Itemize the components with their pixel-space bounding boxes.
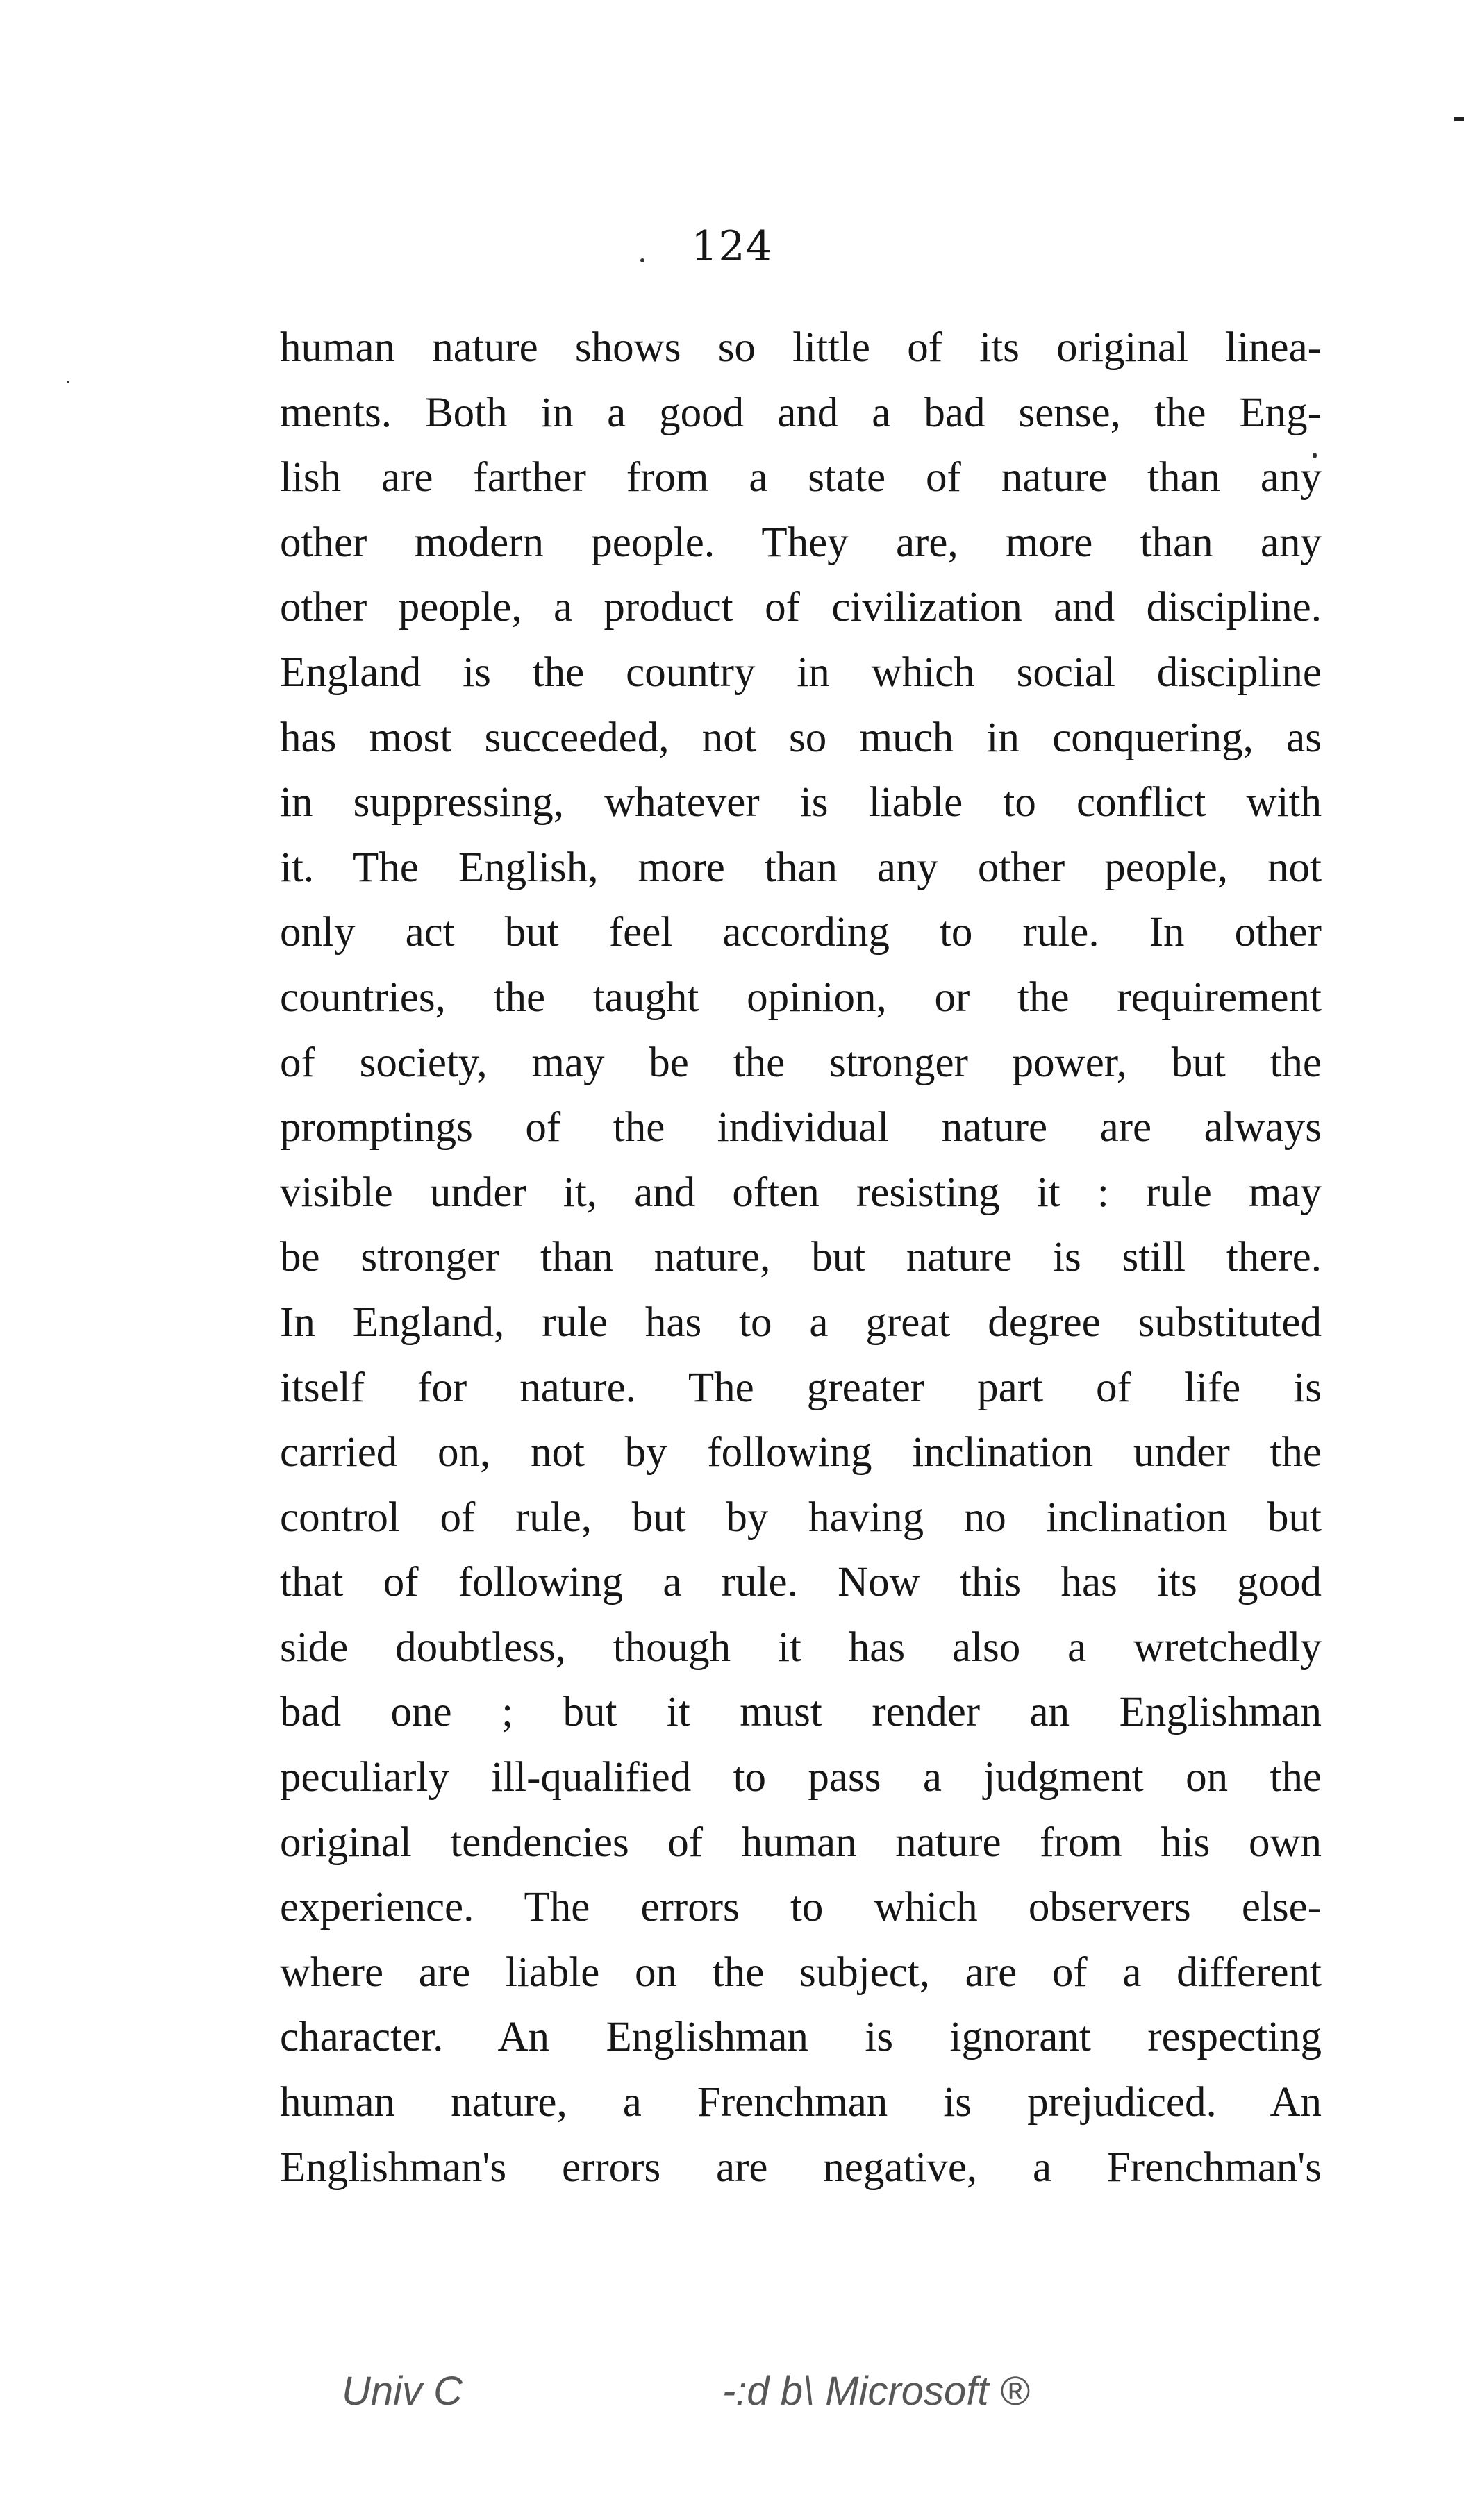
text-line: original tendencies of human nature from his own (280, 1819, 1322, 1866)
text-line: side doubtless, though it has also a wretchedly (280, 1624, 1322, 1671)
text-line: human nature, a Frenchman is prejudiced. An (280, 2079, 1322, 2126)
text-line: of society, may be the stronger power, but the (280, 1039, 1322, 1086)
text-line: other modern people. They are, more than any (280, 519, 1322, 566)
text-line: promptings of the individual nature are always (280, 1104, 1322, 1151)
text-line: human nature shows so little of its original linea- (280, 324, 1322, 371)
text-line: bad one ; but it must render an Englishman (280, 1689, 1322, 1736)
text-line: control of rule, but by having no inclination but (280, 1494, 1322, 1541)
text-line: has most succeeded, not so much in conquering, as (280, 714, 1322, 761)
text-line: that of following a rule. Now this has its good (280, 1559, 1322, 1606)
text-line: it. The English, more than any other people, not (280, 844, 1322, 891)
text-line: ments. Both in a good and a bad sense, the Eng- (280, 389, 1322, 436)
text-line: where are liable on the subject, are of a different (280, 1949, 1322, 1996)
text-line: In England, rule has to a great degree substituted (280, 1299, 1322, 1346)
text-line: experience. The errors to which observers else- (280, 1884, 1322, 1931)
text-line: character. An Englishman is ignorant respecting (280, 2014, 1322, 2061)
text-line: in suppressing, whatever is liable to conflict with (280, 779, 1322, 826)
text-line: other people, a product of civilization and discipline. (280, 584, 1322, 631)
text-line: only act but feel according to rule. In other (280, 909, 1322, 956)
text-line: visible under it, and often resisting it : rule may (280, 1169, 1322, 1216)
text-line: lish are farther from a state of nature than any (280, 454, 1322, 501)
text-line: itself for nature. The greater part of life is (280, 1364, 1322, 1411)
digitization-watermark (0, 2361, 1464, 2430)
text-line: be stronger than nature, but nature is still there. (280, 1234, 1322, 1281)
watermark-left: Univ C (342, 2369, 463, 2414)
text-line: peculiarly ill-qualified to pass a judgment on the (280, 1754, 1322, 1801)
body-text (280, 315, 1322, 2200)
text-line: Englishman's errors are negative, a Frenchman's (280, 2144, 1322, 2191)
text-line: carried on, not by following inclination under the (280, 1429, 1322, 1476)
text-line: England is the country in which social discipline (280, 649, 1322, 696)
text-line: countries, the taught opinion, or the requirement (280, 974, 1322, 1021)
scan-speck (67, 381, 69, 383)
scan-edge-mark (1454, 117, 1464, 121)
page-number: 124 (691, 222, 773, 271)
watermark-right: -:d b\ Microsoft ® (722, 2369, 1030, 2414)
